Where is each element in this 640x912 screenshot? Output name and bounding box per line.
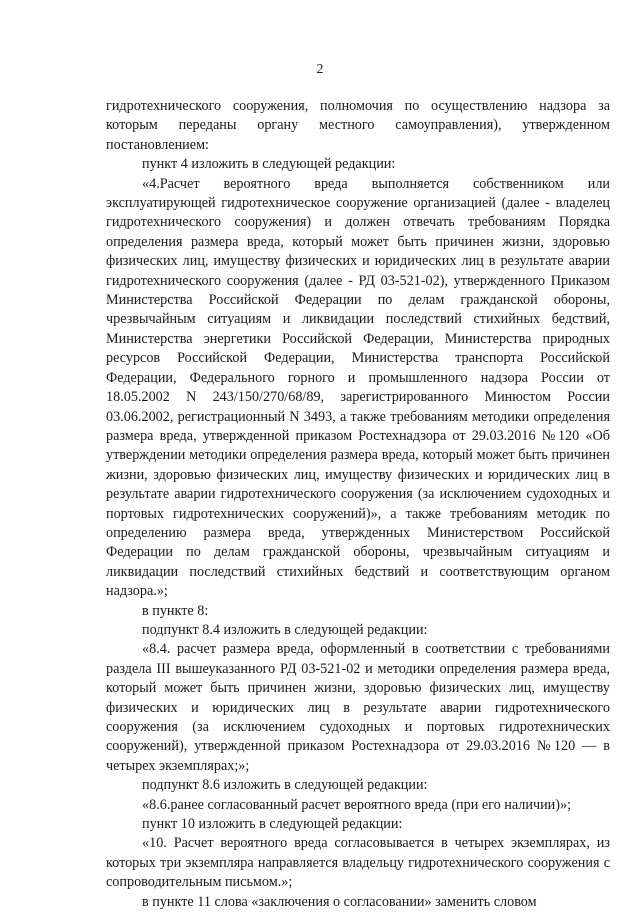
document-body bbox=[106, 97, 610, 912]
paragraph-subitem-8-4-text: «8.4. расчет размера вреда, оформленный в соответствии с требованиями раздела III вышеуказанного РД 03-521-02 и методики определения размера вреда, который может быть причинен жизни, здоровью физических лиц, имуществу физических и юридических лиц в результате аварии гидротехнического сооружения (за исключением судоходных и портовых гидротехнических сооружений), утвержденной приказом Ростехнадзора от 29.03.2016 №120 — в четырех экземплярах;»; bbox=[106, 641, 610, 774]
paragraph-item-4-text: «4.Расчет вероятного вреда выполняется собственником или эксплуатирующей гидротехническое сооружение организацией (далее - владелец гидротехнического сооружения) и должен отвечать требованиям Порядка определения размера вреда, который может быть причинен жизни, здоровью физических лиц, имуществу физических и юридических лиц в результате аварии гидротехнического сооружения (далее - РД 03-521-02), утвержденного Приказом Министерства Российской Федерации по делам гражданской обороны, чрезвычайным ситуациям и ликвидации последствий стихийных бедствий, Министерства энергетики Российской Федерации, Министерства природных ресурсов Российской Федерации, Министерства транспорта Российской Федерации, Федерального горного и промышленного надзора России от 18.05.2002 N 243/150/270/68/89, зарегистрированного Минюстом России 03.06.2002, регистрационный N 3493, а также требованиям методики определения размера вреда, утвержденной приказом Ростехнадзора от 29.03.2016 №120 «Об утверждении методики определения размера вреда, который может быть причинен жизни, здоровью физических лиц, имуществу физических и юридических лиц в результате аварии гидротехнического сооружения (за исключением судоходных и портовых гидротехнических сооружений)», а также требованиям методик по определению размера вреда, утвержденных Министерством Российской Федерации по делам гражданской обороны, чрезвычайным ситуациям и ликвидации последствий стихийных бедствий и соответствующим органом надзора.»; bbox=[106, 175, 610, 600]
paragraph-item-11-text: в пункте 11 слова «заключения о согласовании» заменить словом bbox=[142, 893, 537, 910]
page-number: 2 bbox=[316, 62, 324, 77]
paragraph-intro: гидротехнического сооружения, полномочия по осуществлению надзора за которым переданы органу местного самоуправления), утвержденном постановлением: bbox=[106, 98, 610, 153]
paragraph-item-10-text: «10. Расчет вероятного вреда согласовывается в четырех экземплярах, из которых три экземпляра направляется владельцу гидротехнического сооружения с сопроводительным письмом.»; bbox=[106, 835, 610, 891]
paragraph-subitem-8-6-heading: подпункт 8.6 изложить в следующей редакции: bbox=[142, 777, 428, 794]
paragraph-item-10-heading: пункт 10 изложить в следующей редакции: bbox=[142, 816, 403, 833]
paragraph-item-8-heading: в пункте 8: bbox=[142, 602, 209, 619]
paragraph-subitem-8-6-text: «8.6.ранее согласованный расчет вероятного вреда (при его наличии)»; bbox=[142, 796, 572, 813]
paragraph-item-4-heading: пункт 4 изложить в следующей редакции: bbox=[142, 156, 396, 173]
paragraph-subitem-8-4-heading: подпункт 8.4 изложить в следующей редакции: bbox=[142, 621, 428, 638]
